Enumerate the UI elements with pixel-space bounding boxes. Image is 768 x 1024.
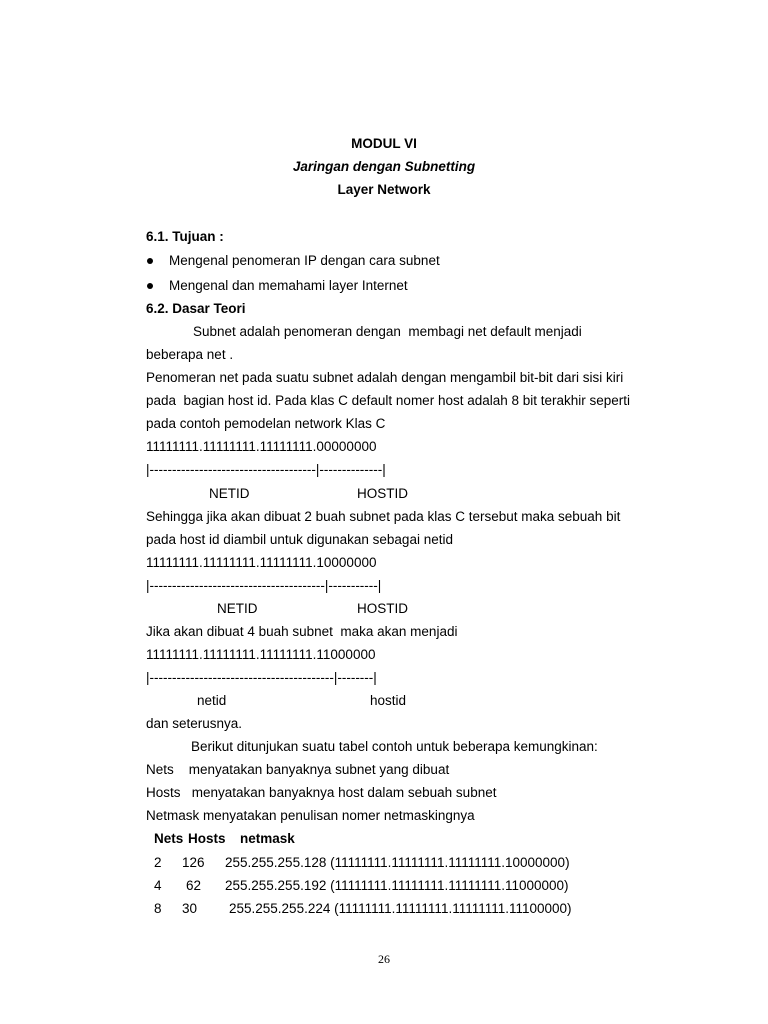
table-cell-netmask: 255.255.255.224 (11111111.11111111.11111111.11100000): [229, 901, 572, 916]
definition-line: Nets menyatakan banyaknya subnet yang dibuat: [146, 762, 450, 777]
table-cell-hosts: 126: [182, 855, 205, 870]
table-cell-nets: 8: [154, 901, 162, 916]
binary-mask-line: 11111111.11111111.11111111.11000000: [146, 647, 376, 662]
hostid-label: HOSTID: [357, 486, 409, 501]
paragraph-line: Penomeran net pada suatu subnet adalah dengan mengambil bit-bit dari sisi kiri: [146, 370, 624, 385]
paragraph-line: beberapa net .: [146, 347, 234, 362]
paragraph-line: dan seterusnya.: [146, 716, 243, 731]
binary-mask-line: 11111111.11111111.11111111.10000000: [146, 555, 377, 570]
paragraph-line: pada bagian host id. Pada klas C default nomer host adalah 8 bit terakhir seperti: [146, 393, 631, 408]
table-header-hosts: Hosts: [188, 831, 226, 846]
paragraph-line: pada contoh pemodelan network Klas C: [146, 416, 386, 431]
paragraph-line: Berikut ditunjukan suatu tabel contoh untuk beberapa kemungkinan:: [191, 739, 598, 754]
paragraph-line: Jika akan dibuat 4 buah subnet maka akan menjadi: [146, 624, 458, 639]
definition-line: Hosts menyatakan banyaknya host dalam sebuah subnet: [146, 785, 497, 800]
hostid-label: HOSTID: [357, 601, 409, 616]
page-title: Jaringan dengan Subnetting: [292, 159, 476, 174]
bit-divider-line: |-------------------------------------|--------------|: [146, 462, 386, 477]
bullet-item: Mengenal penomeran IP dengan cara subnet: [169, 253, 440, 268]
binary-mask-line: 11111111.11111111.11111111.00000000: [146, 439, 377, 454]
netid-label: NETID: [217, 601, 258, 616]
paragraph-line: Sehingga jika akan dibuat 2 buah subnet pada klas C tersebut maka sebuah bit: [146, 509, 621, 524]
paragraph-line: Subnet adalah penomeran dengan membagi net default menjadi: [193, 324, 582, 339]
section-heading-tujuan: 6.1. Tujuan :: [146, 229, 224, 244]
table-header-nets: Nets: [154, 831, 184, 846]
paragraph-line: pada host id diambil untuk digunakan sebagai netid: [146, 532, 453, 547]
bit-divider-line: |---------------------------------------|-----------|: [146, 578, 382, 593]
section-heading-dasar-teori: 6.2. Dasar Teori: [146, 301, 246, 316]
table-cell-netmask: 255.255.255.192 (11111111.11111111.11111111.11000000): [225, 878, 569, 893]
bit-divider-line: |-----------------------------------------|--------|: [146, 670, 377, 685]
hostid-label: hostid: [370, 693, 407, 708]
table-cell-nets: 2: [154, 855, 162, 870]
bullet-icon: [147, 283, 153, 289]
page-subtitle: Layer Network: [337, 182, 431, 197]
bullet-item: Mengenal dan memahami layer Internet: [169, 278, 408, 293]
table-cell-netmask: 255.255.255.128 (11111111.11111111.11111111.10000000): [225, 855, 570, 870]
netid-label: netid: [197, 693, 227, 708]
table-header-netmask: netmask: [240, 831, 295, 846]
netid-label: NETID: [209, 486, 250, 501]
table-cell-hosts: 30: [182, 901, 198, 916]
module-label: MODUL VI: [351, 136, 417, 151]
definition-line: Netmask menyatakan penulisan nomer netmaskingnya: [146, 808, 475, 823]
table-cell-hosts: 62: [186, 878, 202, 893]
table-cell-nets: 4: [154, 878, 162, 893]
bullet-icon: [147, 258, 153, 264]
page-number: 26: [378, 952, 390, 966]
